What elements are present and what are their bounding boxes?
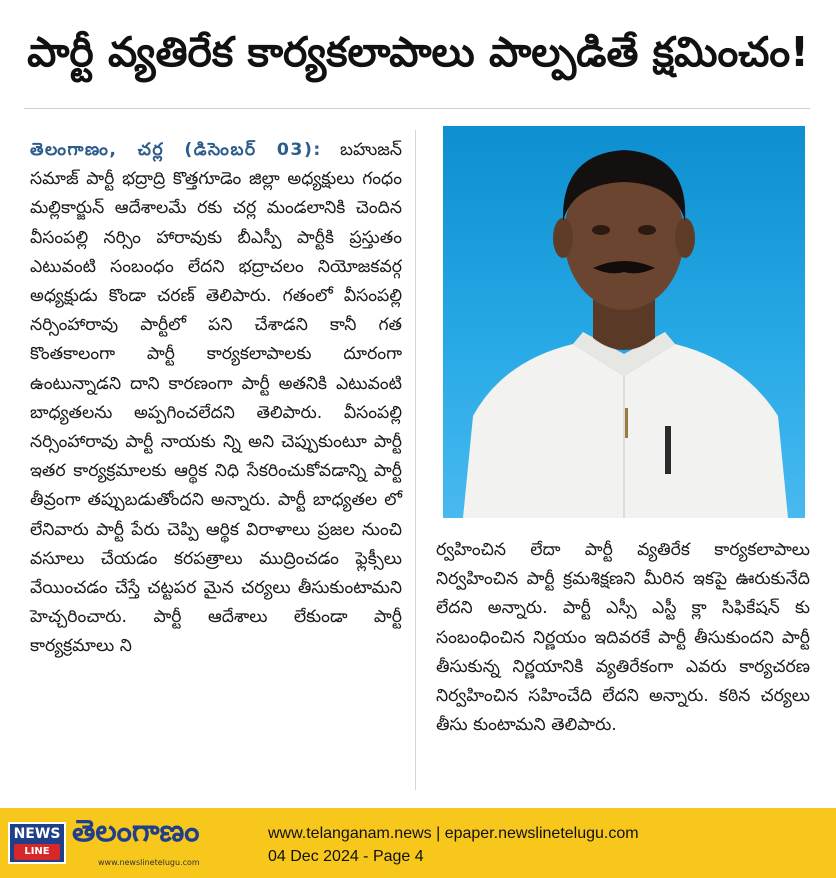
article-photo	[443, 126, 805, 518]
footer-urls[interactable]: www.telanganam.news | epaper.newslinetelugu.com	[268, 825, 639, 842]
logo-line-text: LINE	[14, 844, 60, 860]
footer-bar	[0, 808, 836, 878]
article-column-right	[436, 536, 810, 740]
brand-name: తెలంగాణం	[72, 814, 200, 849]
portrait-illustration	[443, 126, 805, 518]
footer-date-page: 04 Dec 2024 - Page 4	[268, 848, 424, 865]
article-body-left-text: బహుజన్ సమాజ్ పార్టీ భద్రాద్రి కొత్తగూడెం జిల్లా అధ్యక్షులు గంధం మల్లికార్జున్ ఆదేశాలమే రకు చర్ల మండలానికి చెందిన వీసంపల్లి నర్సిం హారావుకు బీఎస్పీ పార్టీకి ప్రస్తుతం ఎటువంటి సంబంధం లేదని భద్రాచలం నియోజకవర్గ అధ్యక్షుడు కొండా చరణ్ తెలిపారు. గతంలో వీసంపల్లి నర్సింహారావు పార్టీలో పని చేశాడని కానీ గత కొంతకాలంగా పార్టీ కార్యకలాపాలకు దూరంగా ఉంటున్నాడని దాని కారణంగా పార్టీ అతనికి ఎటువంటి బాధ్యతలను అప్పగించలేదని తెలిపారు. వీసంపల్లి నర్సింహారావు పార్టీ నాయకు న్ని అని చెప్పుకుంటూ పార్టీ ఇతర కార్యక్రమాలకు ఆర్థిక నిధి సేకరించుకోవడాన్ని పార్టీ తీవ్రంగా తప్పుబడుతోందని అన్నారు. పార్టీ బాధ్యతల లో లేనివారు పార్టీ పేరు చెప్పి ఆర్థిక విరాళాలు ప్రజల నుంచి వసూలు చేయడం కరపత్రాలు ముద్రించడం ఫ్లెక్సీలు వేయించడం చేస్తే చట్టపర మైన చర్యలు తీసుకుంటామని హెచ్చరించారు. పార్టీ ఆదేశాలు లేకుండా పార్టీ కార్యక్రమాలు ని	[30, 140, 402, 657]
logo-news-text: NEWS	[13, 826, 61, 842]
brand-website: www.newslinetelugu.com	[98, 858, 200, 867]
article-dateline: తెలంగాణం, చర్ల (డిసెంబర్ 03):	[30, 140, 322, 160]
newsline-logo[interactable]	[8, 822, 66, 864]
article-body-left	[30, 136, 402, 662]
article-column-left	[30, 136, 402, 662]
headline-divider	[24, 108, 810, 109]
article-body-right: ర్వహించిన లేదా పార్టీ వ్యతిరేక కార్యకలాపాలు నిర్వహించిన పార్టీ క్రమశిక్షణని మీరిన ఇకపై ఊరుకునేది లేదని అన్నారు. పార్టీ ఎస్సీ ఎస్టీ క్లా సిఫికేషన్ కు సంబంధించిన నిర్ణయం ఇదివరకే పార్టీ తీసుకుందని పార్టీ తీసుకున్న నిర్ణయానికి వ్యతిరేకంగా ఎవరు కార్యచరణ నిర్వహించిన సహించేది లేదని అన్నారు. కఠిన చర్యలు తీసు కుంటామని తెలిపారు.	[436, 540, 810, 736]
column-divider	[415, 130, 416, 790]
article-headline: పార్టీ వ్యతిరేక కార్యకలాపాలు పాల్పడితే క్షమించం!	[27, 28, 809, 76]
